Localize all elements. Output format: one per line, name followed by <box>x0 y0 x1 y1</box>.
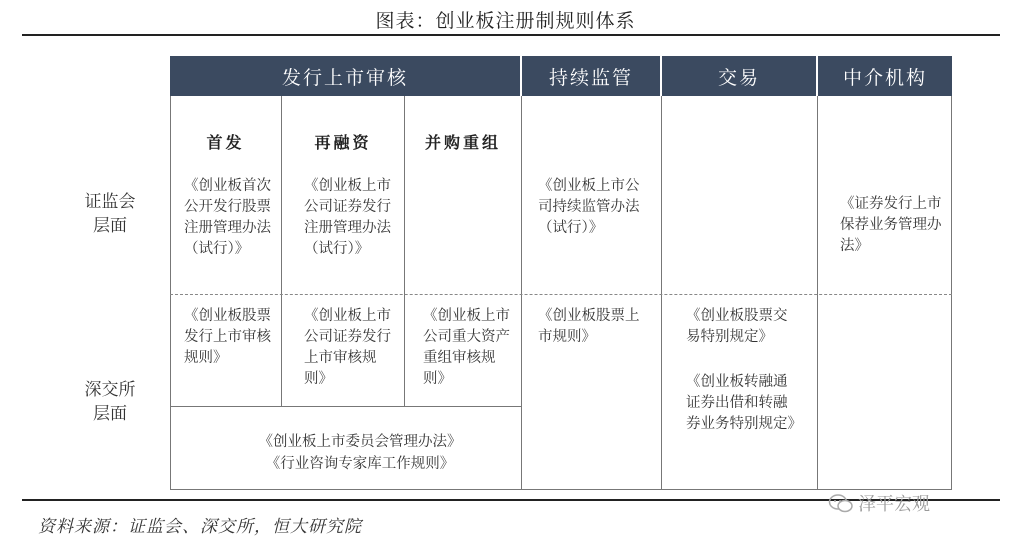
csrc-continuous-rule: 《创业板上市公司持续监管办法（试行）》 <box>538 178 640 236</box>
border-right <box>951 96 952 490</box>
szse-shared-rule-1: 《创业板上市委员会管理办法》 <box>258 434 462 450</box>
rules-table <box>170 56 952 490</box>
divider-issue-continuous <box>521 96 522 490</box>
header-continuous-supervision: 持续监管 <box>522 56 660 96</box>
row-label-csrc: 证监会 层面 <box>84 192 136 236</box>
szse-continuous-rule: 《创业板股票上市规则》 <box>538 308 640 345</box>
shared-cell-divider <box>170 406 522 407</box>
wechat-icon <box>828 493 854 513</box>
row-label-szse: 深交所 层面 <box>84 380 136 424</box>
header-issue-listing-review: 发行上市审核 <box>170 56 520 96</box>
subheader-mna: 并购重组 <box>424 133 501 152</box>
watermark-text: 泽平宏观 <box>858 494 930 515</box>
divider-continuous-trading <box>661 96 662 490</box>
szse-trading-rule-1: 《创业板股票交易特别规定》 <box>686 308 788 345</box>
szse-mna-rule: 《创业板上市公司重大资产重组审核规则》 <box>423 308 510 387</box>
row-divider-dashed <box>170 294 952 295</box>
szse-ipo-rule: 《创业板股票发行上市审核规则》 <box>184 308 271 366</box>
subheader-refinancing: 再融资 <box>314 133 372 152</box>
header-trading: 交易 <box>662 56 816 96</box>
source-note: 资料来源：证监会、深交所，恒大研究院 <box>38 517 362 537</box>
watermark <box>828 490 930 516</box>
csrc-intermediary-rule: 《证券发行上市保荐业务管理办法》 <box>840 196 942 254</box>
szse-refinancing-rule: 《创业板上市公司证券发行上市审核规则》 <box>304 308 391 387</box>
szse-trading-rule-2: 《创业板转融通证券出借和转融券业务特别规定》 <box>686 374 802 432</box>
border-left <box>170 96 171 490</box>
csrc-refinancing-rule: 《创业板上市公司证券发行注册管理办法（试行）》 <box>304 178 391 257</box>
top-rule <box>22 34 1000 36</box>
csrc-ipo-rule: 《创业板首次公开发行股票注册管理办法（试行）》 <box>184 178 271 257</box>
subheader-ipo: 首发 <box>206 133 245 152</box>
divider-trading-intermediary <box>817 96 818 490</box>
szse-shared-rule-2: 《行业咨询专家库工作规则》 <box>265 456 455 472</box>
header-intermediary: 中介机构 <box>818 56 952 96</box>
figure-title: 图表：创业板注册制规则体系 <box>375 10 636 32</box>
